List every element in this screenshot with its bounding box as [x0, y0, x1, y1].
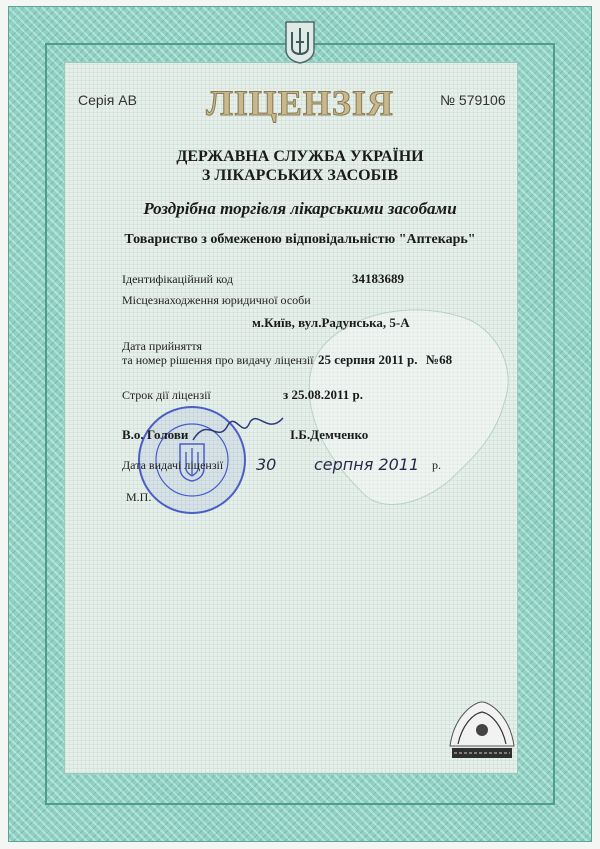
head-label: В.о. Голови	[122, 427, 189, 442]
document-title: ЛІЦЕНЗІЯ	[206, 83, 394, 123]
activity-type: Роздрібна торгівля лікарськими засобами	[143, 199, 457, 218]
company-name: Товариство з обмеженою відповідальністю "Аптекарь"	[124, 232, 476, 247]
issue-date-label: Дата видачі ліцензії	[122, 458, 224, 472]
series-label: Серія АВ	[78, 92, 137, 108]
issue-day: 30	[256, 455, 277, 474]
id-code-value: 34183689	[352, 271, 404, 286]
decision-number: №68	[426, 352, 453, 367]
document-number: № 579106	[440, 92, 506, 108]
mp-label: М.П.	[126, 490, 152, 504]
decision-date: 25 серпня 2011 р.	[318, 352, 418, 367]
signature-scribble	[188, 410, 288, 450]
head-name: І.Б.Демченко	[290, 427, 369, 442]
trident-icon	[282, 20, 318, 64]
decision-label-1: Дата прийняття	[122, 339, 202, 353]
decision-label-2: та номер рішення про видачу ліцензії	[122, 353, 314, 367]
issuer-line-2: З ЛІКАРСЬКИХ ЗАСОБІВ	[201, 167, 399, 184]
issue-suffix: р.	[432, 458, 441, 472]
validity-label: Строк дії ліцензії	[122, 388, 211, 402]
security-emblem	[444, 696, 520, 766]
issuer-line-1: ДЕРЖАВНА СЛУЖБА УКРАЇНИ	[176, 148, 424, 165]
location-label: Місцезнаходження юридичної особи	[122, 293, 311, 307]
location-value: м.Київ, вул.Радунська, 5-А	[252, 315, 410, 330]
issue-month-year: серпня 2011	[314, 455, 420, 474]
id-code-label: Ідентифікаційний код	[122, 272, 234, 286]
validity-value: з 25.08.2011 р.	[283, 387, 363, 402]
